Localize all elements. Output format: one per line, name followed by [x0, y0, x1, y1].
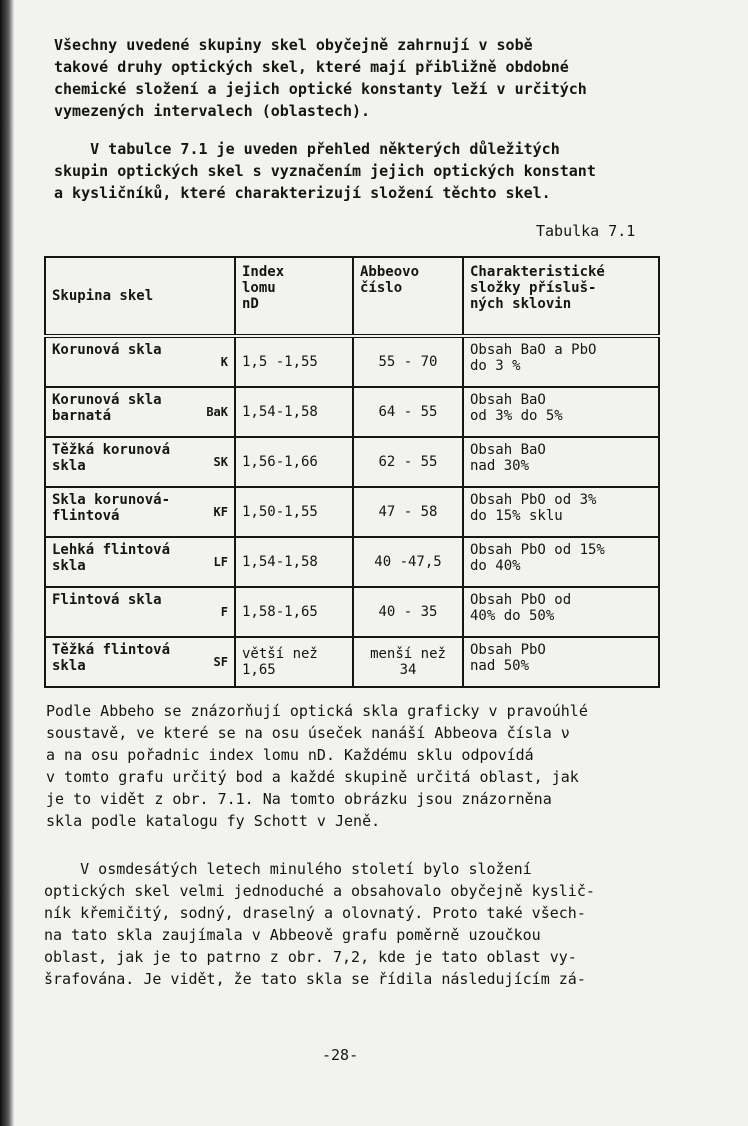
cell-name: Skla korunová- flintová: [52, 492, 171, 524]
cell-name: Lehká flintová skla: [52, 542, 171, 574]
cell-abbe: menší než 34: [353, 637, 463, 687]
table-row: [45, 387, 659, 437]
cell-abbe: 64 - 55: [353, 387, 463, 437]
header-group: Skupina skel: [45, 257, 235, 336]
cell-abbr: BaK: [206, 405, 228, 419]
cell-components: Obsah BaO a PbO do 3 %: [463, 336, 659, 387]
cell-index: větší než 1,65: [235, 637, 353, 687]
cell-group: [45, 537, 235, 587]
cell-index: 1,56-1,66: [235, 437, 353, 487]
paragraph-4: V osmdesátých letech minulého století bylo složení optických skel velmi jednoduché a obsahovalo obyčejně kyslič- ník křemičitý, sodný, draselný a olovnatý. Proto také všech- na tato skla zaujímala v Abbeově grafu poměrně uzoučkou oblast, jak je to patrno z obr. 7,2, kde je tato oblast vy- šrafována. Je vidět, že tato skla se řídila následujícím zá-: [44, 860, 595, 988]
cell-abbe: 55 - 70: [353, 336, 463, 387]
cell-index: 1,54-1,58: [235, 537, 353, 587]
cell-index: 1,58-1,65: [235, 587, 353, 637]
header-components: Charakteristické složky přísluš- ných sklovin: [463, 257, 659, 336]
cell-index: 1,5 -1,55: [235, 336, 353, 387]
cell-name: Těžká flintová skla: [52, 642, 171, 674]
table-body: [45, 336, 659, 687]
cell-name: Flintová skla: [52, 592, 162, 608]
cell-name: Korunová skla: [52, 342, 162, 358]
header-abbe: Abbeovo číslo: [353, 257, 463, 336]
cell-name: Těžká korunová skla: [52, 442, 171, 474]
cell-group: [45, 437, 235, 487]
cell-components: Obsah BaO od 3% do 5%: [463, 387, 659, 437]
table-caption: Tabulka 7.1: [536, 222, 636, 240]
cell-index: 1,54-1,58: [235, 387, 353, 437]
table-row: [45, 637, 659, 687]
page-shadow-edge: [0, 0, 14, 1126]
cell-abbr: SF: [213, 655, 228, 669]
table-header-row: [45, 257, 659, 336]
cell-index: 1,50-1,55: [235, 487, 353, 537]
paragraph-3: Podle Abbeho se znázorňují optická skla graficky v pravoúhlé soustavě, ve které se na osu úseček nanáší Abbeova čísla ν a na osu pořadnic index lomu nD. Každému sklu odpovídá v tomto grafu určitý bod a každé skupině určitá oblast, jak je to vidět z obr. 7.1. Na tomto obrázku jsou znázorněna skla podle katalogu fy Schott v Jeně.: [46, 702, 588, 830]
table-row: [45, 487, 659, 537]
page-number: -28-: [322, 1046, 359, 1064]
cell-components: Obsah BaO nad 30%: [463, 437, 659, 487]
cell-group: [45, 387, 235, 437]
paragraph-1: Všechny uvedené skupiny skel obyčejně zahrnují v sobě takové druhy optických skel, které mají přibližně obdobné chemické složení a jejich optické konstanty leží v určitých vymezených intervalech (oblastech).: [54, 36, 587, 120]
cell-group: [45, 336, 235, 387]
cell-components: Obsah PbO od 15% do 40%: [463, 537, 659, 587]
cell-group: [45, 587, 235, 637]
glass-groups-table: [44, 256, 660, 688]
cell-abbe: 47 - 58: [353, 487, 463, 537]
cell-abbr: KF: [213, 505, 228, 519]
paragraph-2: V tabulce 7.1 je uveden přehled některých důležitých skupin optických skel s vyznačením jejich optických konstant a kysličníků, které charakterizují složení těchto skel.: [54, 140, 596, 202]
cell-components: Obsah PbO nad 50%: [463, 637, 659, 687]
table-row: [45, 587, 659, 637]
cell-name: Korunová skla barnatá: [52, 392, 162, 424]
cell-group: [45, 487, 235, 537]
table-row: [45, 437, 659, 487]
cell-abbe: 40 -47,5: [353, 537, 463, 587]
cell-abbe: 40 - 35: [353, 587, 463, 637]
table-row: [45, 537, 659, 587]
header-index: Index lomu nD: [235, 257, 353, 336]
cell-abbr: LF: [213, 555, 228, 569]
table-row: [45, 336, 659, 387]
cell-abbr: F: [220, 605, 228, 619]
cell-components: Obsah PbO od 40% do 50%: [463, 587, 659, 637]
cell-components: Obsah PbO od 3% do 15% sklu: [463, 487, 659, 537]
cell-abbr: K: [220, 355, 228, 369]
cell-group: [45, 637, 235, 687]
cell-abbe: 62 - 55: [353, 437, 463, 487]
cell-abbr: SK: [213, 455, 228, 469]
